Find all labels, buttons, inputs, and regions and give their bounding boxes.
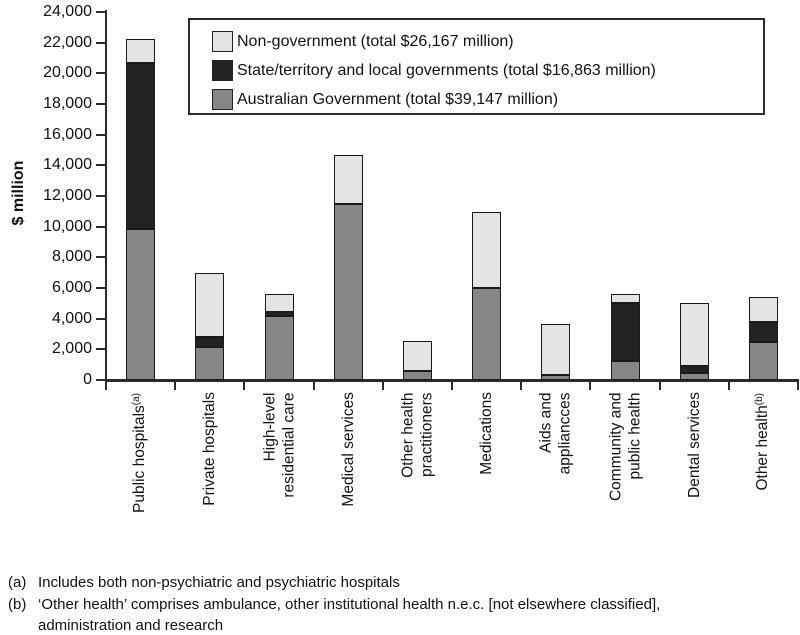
footnote-marker: (a) bbox=[8, 574, 27, 591]
y-tick-label: 16,000 bbox=[43, 125, 92, 143]
legend-swatch-non-government bbox=[212, 31, 233, 52]
footnote bbox=[8, 594, 792, 635]
legend-swatch-state-local bbox=[212, 60, 233, 81]
y-tick bbox=[96, 103, 106, 105]
y-tick bbox=[96, 287, 106, 289]
y-tick-label: 20,000 bbox=[43, 64, 92, 82]
x-tick bbox=[589, 380, 591, 390]
bar-segment bbox=[195, 273, 224, 337]
y-tick bbox=[96, 318, 106, 320]
x-category-label: Community and public health bbox=[607, 392, 643, 501]
legend-label: Non-government (total $26,167 million) bbox=[237, 32, 514, 50]
x-category-label: Public hospitals$^{(a)}$ bbox=[131, 393, 149, 513]
y-tick bbox=[96, 164, 106, 166]
x-tick bbox=[174, 380, 176, 390]
bar-segment bbox=[472, 288, 501, 380]
y-tick bbox=[96, 226, 106, 228]
x-tick bbox=[243, 380, 245, 390]
bar-segment bbox=[265, 294, 294, 311]
footnotes bbox=[8, 572, 792, 635]
bar-segment bbox=[611, 294, 640, 303]
y-axis-title: $ million bbox=[10, 160, 27, 226]
legend-swatch-australian-government bbox=[212, 89, 233, 110]
bar-segment bbox=[680, 303, 709, 366]
y-tick-label: 22,000 bbox=[43, 33, 92, 51]
x-category-label: Medications bbox=[478, 392, 496, 475]
x-tick bbox=[313, 380, 315, 390]
x-category-label: Dental services bbox=[685, 392, 703, 498]
bar-segment bbox=[472, 212, 501, 288]
footnote-superscript: (a) bbox=[131, 393, 143, 406]
bar-segment bbox=[126, 39, 155, 64]
footnote-line: Includes both non-psychiatric and psychiatric hospitals bbox=[38, 574, 400, 591]
bar-segment bbox=[611, 303, 640, 361]
x-category-label: Other health$^{(b)}$ bbox=[753, 393, 771, 491]
y-tick-label: 10,000 bbox=[43, 217, 92, 235]
y-tick-label: 18,000 bbox=[43, 95, 92, 112]
y-tick bbox=[96, 256, 106, 258]
y-tick bbox=[96, 72, 106, 74]
legend-item bbox=[212, 85, 763, 114]
y-tick-label: 0 bbox=[83, 371, 92, 388]
legend-item bbox=[212, 56, 763, 85]
bar-segment bbox=[265, 312, 294, 316]
bar-segment bbox=[749, 342, 778, 380]
y-tick-label: 6,000 bbox=[51, 279, 92, 296]
legend-label: State/territory and local governments (total $16,863 million) bbox=[237, 61, 656, 79]
x-tick bbox=[659, 380, 661, 390]
bar-segment bbox=[265, 316, 294, 380]
y-tick-label: 24,000 bbox=[43, 3, 92, 20]
y-tick-label: 4,000 bbox=[51, 309, 92, 327]
y-tick-label: 14,000 bbox=[43, 156, 92, 174]
legend-label: Australian Government (total $39,147 million) bbox=[237, 90, 559, 108]
bar-segment bbox=[195, 337, 224, 347]
x-category-label: Aids and appliancces bbox=[537, 392, 574, 474]
footnote-marker: (b) bbox=[8, 596, 27, 613]
y-tick-label: 8,000 bbox=[51, 248, 92, 266]
footnote-line: administration and research bbox=[38, 617, 224, 634]
x-tick bbox=[728, 380, 730, 390]
bar-segment bbox=[403, 341, 432, 371]
y-tick bbox=[96, 348, 106, 350]
bar-segment bbox=[611, 361, 640, 380]
x-tick bbox=[451, 380, 453, 390]
bar-segment bbox=[680, 373, 709, 380]
footnote-superscript: (b) bbox=[753, 393, 765, 406]
y-tick-label: 2,000 bbox=[51, 340, 92, 358]
footnote-line: ‘Other health’ comprises ambulance, other institutional health n.e.c. [not elsewhere classified], bbox=[38, 596, 661, 613]
legend bbox=[188, 18, 765, 115]
x-tick bbox=[105, 380, 107, 390]
bar-segment bbox=[541, 375, 570, 380]
x-category-label: Private hospitals bbox=[201, 392, 219, 506]
y-tick bbox=[96, 134, 106, 136]
y-tick bbox=[96, 11, 106, 13]
bar-segment bbox=[749, 322, 778, 343]
legend-item bbox=[212, 27, 763, 56]
bar-segment bbox=[334, 155, 363, 204]
bar-segment bbox=[195, 347, 224, 380]
x-tick bbox=[797, 380, 799, 390]
x-tick bbox=[520, 380, 522, 390]
bar-segment bbox=[541, 324, 570, 375]
x-category-label: Medical services bbox=[339, 392, 357, 507]
bar-segment bbox=[749, 297, 778, 322]
y-tick bbox=[96, 42, 106, 44]
footnote-text bbox=[38, 572, 400, 593]
y-tick-label: 12,000 bbox=[43, 187, 92, 204]
x-category-label: Other health practitioners bbox=[399, 392, 436, 478]
bar-segment bbox=[403, 371, 432, 380]
bar-segment bbox=[680, 366, 709, 373]
x-category-label: High-level residential care bbox=[261, 392, 297, 498]
x-tick bbox=[382, 380, 384, 390]
y-tick bbox=[96, 195, 106, 197]
bar-segment bbox=[126, 63, 155, 229]
footnote bbox=[8, 572, 792, 593]
bar-segment bbox=[126, 229, 155, 380]
bar-segment bbox=[334, 204, 363, 380]
footnote-text bbox=[38, 594, 660, 635]
